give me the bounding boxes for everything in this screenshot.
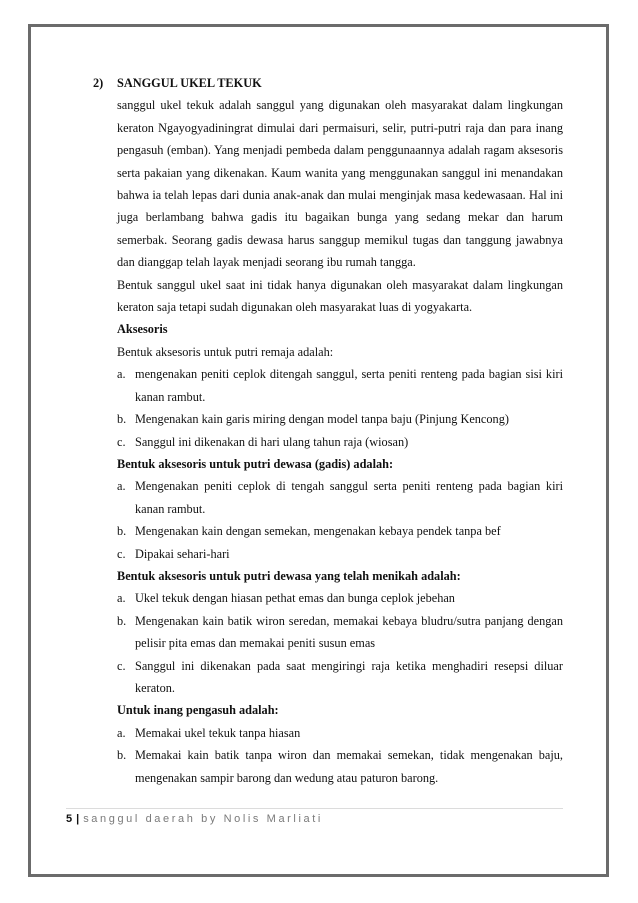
list-text: mengenakan peniti ceplok ditengah sanggul, serta peniti renteng pada bagian sisi kiri kanan rambut. bbox=[135, 367, 563, 404]
inang-heading: Untuk inang pengasuh adalah: bbox=[117, 703, 279, 718]
list-item bbox=[117, 475, 563, 520]
list-item bbox=[117, 431, 563, 453]
inang-list bbox=[117, 722, 563, 789]
list-text: Sanggul ini dikenakan di hari ulang tahun raja (wiosan) bbox=[135, 434, 409, 449]
section-body bbox=[117, 94, 563, 789]
list-text: Dipakai sehari-hari bbox=[135, 546, 230, 561]
list-marker: a. bbox=[117, 479, 126, 494]
page-number: 5 bbox=[66, 813, 73, 825]
aksesoris-heading: Aksesoris bbox=[117, 322, 168, 337]
list-marker: b. bbox=[117, 613, 127, 628]
list-item bbox=[117, 363, 563, 408]
list-marker: b. bbox=[117, 412, 127, 427]
section-heading bbox=[93, 72, 563, 94]
document-body bbox=[93, 72, 563, 789]
list-text: Memakai kain batik tanpa wiron dan memakai semekan, tidak mengenakan baju, mengenakan sampir barong dan wedung atau paturon barong. bbox=[135, 748, 563, 785]
remaja-list bbox=[117, 363, 563, 453]
section-title: SANGGUL UKEL TEKUK bbox=[117, 76, 262, 90]
list-item bbox=[117, 520, 563, 542]
footer-separator: | bbox=[76, 813, 80, 825]
list-item bbox=[117, 610, 563, 655]
list-item bbox=[117, 722, 563, 744]
list-text: Mengenakan kain garis miring dengan model tanpa baju (Pinjung Kencong) bbox=[135, 412, 509, 427]
list-item bbox=[117, 408, 563, 430]
list-text: Ukel tekuk dengan hiasan pethat emas dan bunga ceplok jebehan bbox=[135, 591, 455, 606]
list-marker: b. bbox=[117, 524, 127, 539]
list-text: Memakai ukel tekuk tanpa hiasan bbox=[135, 725, 301, 740]
list-marker: a. bbox=[117, 367, 126, 382]
list-item bbox=[117, 744, 563, 789]
list-marker: c. bbox=[117, 434, 126, 449]
list-marker: a. bbox=[117, 725, 126, 740]
list-marker: c. bbox=[117, 658, 126, 673]
list-marker: b. bbox=[117, 748, 127, 763]
list-marker: c. bbox=[117, 546, 126, 561]
menikah-heading: Bentuk aksesoris untuk putri dewasa yang telah menikah adalah: bbox=[117, 568, 461, 583]
page-footer bbox=[66, 808, 563, 825]
dewasa-list bbox=[117, 475, 563, 565]
menikah-list bbox=[117, 587, 563, 699]
list-text: Mengenakan peniti ceplok di tengah sanggul serta peniti renteng pada bagian kiri kanan rambut. bbox=[135, 479, 563, 516]
list-marker: a. bbox=[117, 591, 126, 606]
usage-paragraph: Bentuk sanggul ukel saat ini tidak hanya digunakan oleh masyarakat dalam lingkungan keraton saja tetapi sudah digunakan oleh masyarakat luas di yogyakarta. bbox=[117, 277, 563, 315]
footer-text: sanggul daerah by Nolis Marliati bbox=[83, 813, 323, 825]
list-text: Sanggul ini dikenakan pada saat mengiringi raja ketika menghadiri resepsi diluar keraton. bbox=[135, 658, 563, 695]
dewasa-heading: Bentuk aksesoris untuk putri dewasa (gadis) adalah: bbox=[117, 456, 394, 471]
list-item bbox=[117, 655, 563, 700]
section-number: 2) bbox=[93, 76, 104, 90]
list-item bbox=[117, 543, 563, 565]
list-text: Mengenakan kain dengan semekan, mengenakan kebaya pendek tanpa bef bbox=[135, 524, 501, 539]
intro-paragraph: sanggul ukel tekuk adalah sanggul yang digunakan oleh masyarakat dalam lingkungan keraton Ngayogyadiningrat dimulai dari permaisuri, selir, putri-putri raja dan para inang pengasuh (emban). Yang menjadi pembeda dalam penggunaannya adalah ragam aksesoris serta pakaian yang dikenakan. Kaum wanita yang menggunakan sanggul ini menandakan bahwa ia telah lepas dari dunia anak-anak dan mulai menginjak masa kedewasaan. Hal ini juga berlambang bahwa gadis itu bagaikan bunga yang sedang mekar dan harum semerbak. Seorang gadis dewasa harus sanggup memikul tugas dan tanggung jawabnya dan dianggap telah layak menjadi seorang ibu rumah tangga. bbox=[117, 98, 563, 270]
list-text: Mengenakan kain batik wiron seredan, memakai kebaya bludru/sutra panjang dengan pelisir pita emas dan memakai peniti susun emas bbox=[135, 613, 563, 651]
list-item bbox=[117, 587, 563, 609]
remaja-intro: Bentuk aksesoris untuk putri remaja adalah: bbox=[117, 344, 334, 359]
